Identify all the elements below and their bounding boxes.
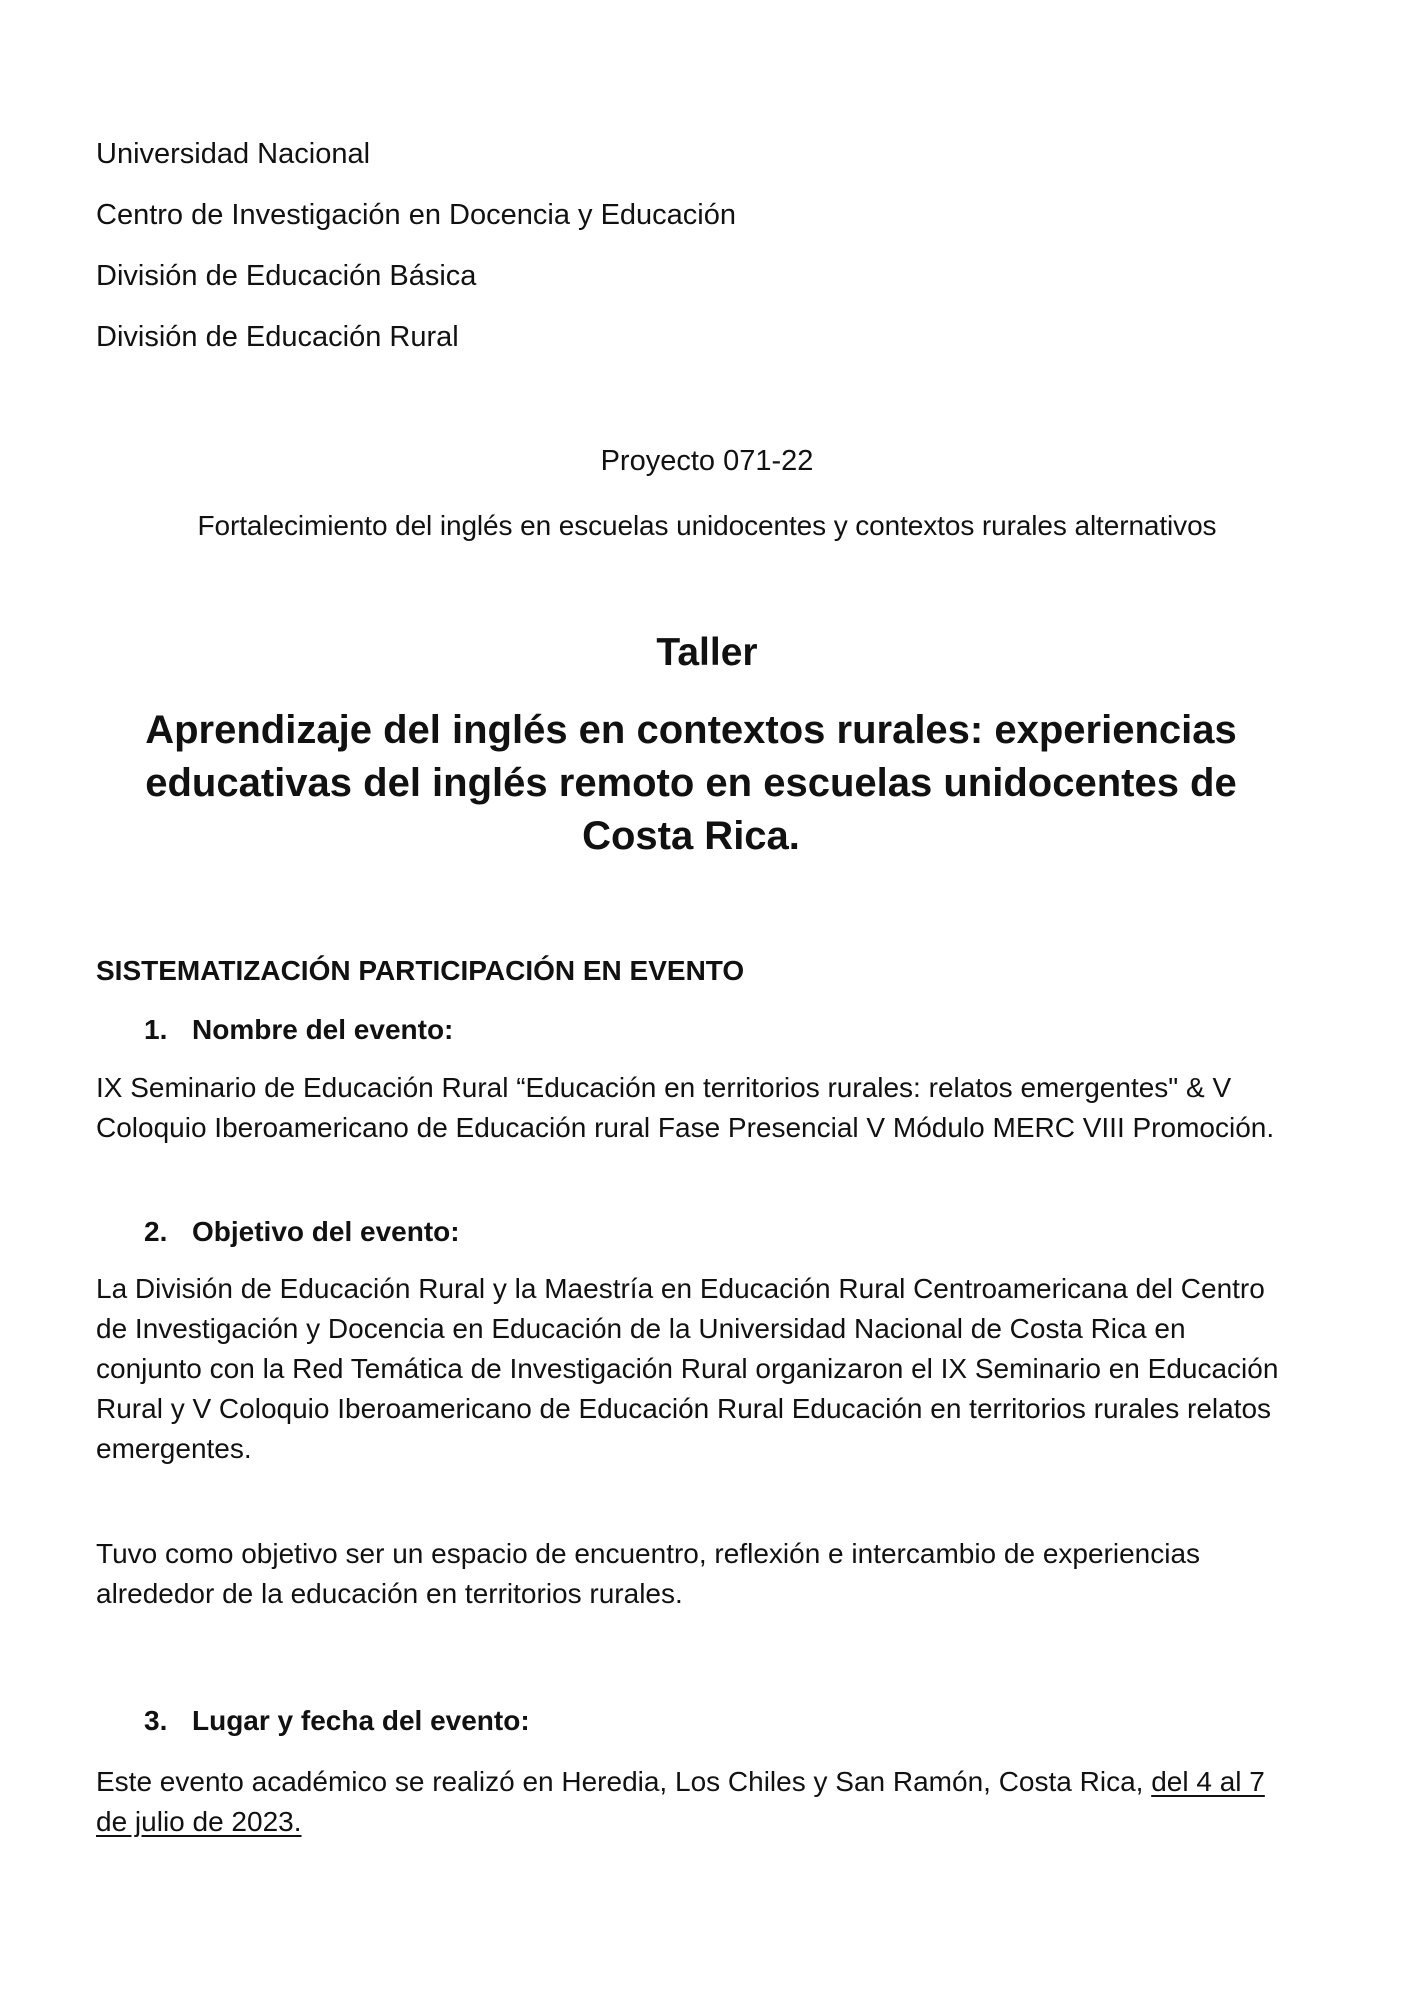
section-heading: SISTEMATIZACIÓN PARTICIPACIÓN EN EVENTO	[96, 955, 745, 986]
institution-division-basic: División de Educación Básica	[96, 260, 477, 292]
item-3-paragraph-text: Este evento académico se realizó en Heredia, Los Chiles y San Ramón, Costa Rica,	[96, 1766, 1152, 1797]
project-code: Proyecto 071-22	[600, 445, 814, 477]
item-2-heading	[144, 1214, 460, 1250]
item-3-heading-text: Lugar y fecha del evento:	[192, 1705, 530, 1736]
item-2-number: 2.	[144, 1216, 168, 1247]
item-1-heading-text: Nombre del evento:	[192, 1014, 454, 1045]
item-2-paragraph-2: Tuvo como objetivo ser un espacio de encuentro, reflexión e intercambio de experiencias alrededor de la educación en territorios rurales.	[96, 1538, 1201, 1609]
workshop-label: Taller	[656, 631, 758, 674]
item-1-number: 1.	[144, 1014, 168, 1045]
item-1-paragraph: IX Seminario de Educación Rural “Educación en territorios rurales: relatos emergentes" & V Coloquio Iberoamericano de Educación rural Fase Presencial V Módulo MERC VIII Promoción.	[96, 1072, 1275, 1143]
workshop-title: Aprendizaje del inglés en contextos rurales: experiencias educativas del inglés remoto en escuelas unidocentes de Costa Rica.	[145, 708, 1237, 858]
institution-center: Centro de Investigación en Docencia y Educación	[96, 199, 736, 231]
institution-division-rural: División de Educación Rural	[96, 321, 459, 353]
institution-university: Universidad Nacional	[96, 138, 371, 170]
item-3-heading	[144, 1703, 530, 1739]
item-2-paragraph-1: La División de Educación Rural y la Maestría en Educación Rural Centroamericana del Centro de Investigación y Docencia en Educación de la Universidad Nacional de Costa Rica en conjunto con la Red Temática de Investigación Rural organizaron el IX Seminario en Educación Rural y V Coloquio Iberoamericano de Educación Rural Educación en territorios rurales relatos emergentes.	[96, 1273, 1279, 1464]
event-date: del 4 al 7 de julio de 2023.	[96, 1766, 1265, 1837]
item-3-number: 3.	[144, 1705, 168, 1736]
item-1-heading	[144, 1012, 453, 1048]
project-title: Fortalecimiento del inglés en escuelas unidocentes y contextos rurales alternativos	[197, 510, 1217, 541]
item-3-paragraph	[96, 1762, 1296, 1842]
item-2-heading-text: Objetivo del evento:	[192, 1216, 460, 1247]
